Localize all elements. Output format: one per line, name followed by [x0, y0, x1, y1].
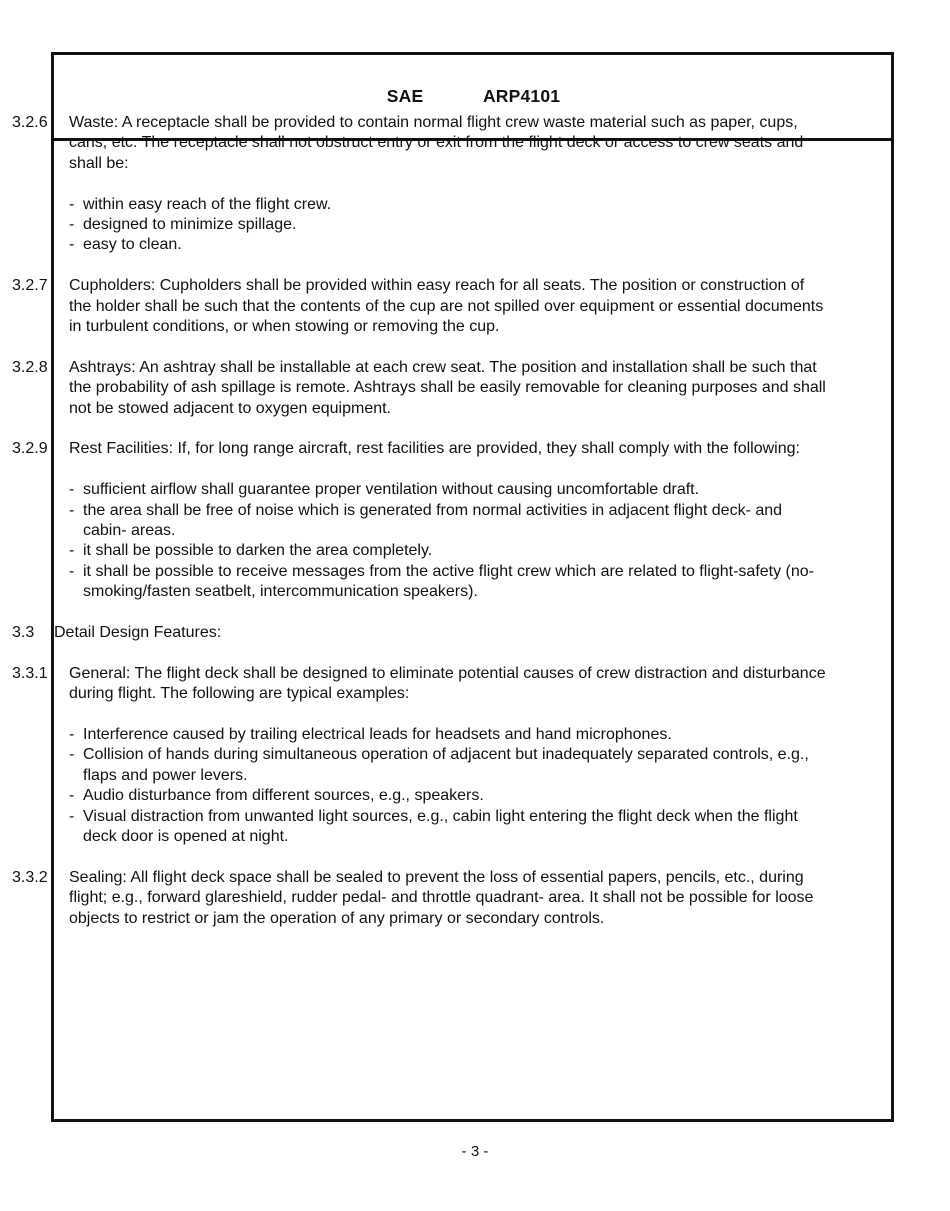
list-item: - designed to minimize spillage. — [69, 215, 827, 235]
list-item: - easy to clean. — [69, 235, 827, 255]
section-number: 3.3.1 — [12, 664, 48, 682]
list-item: - it shall be possible to darken the area completely. — [69, 541, 827, 561]
document-body — [12, 113, 827, 950]
document-title: SAE ARP4101 — [386, 86, 561, 106]
list-item-text: it shall be possible to darken the area completely. — [83, 542, 433, 560]
section-body — [69, 358, 827, 419]
section-3-2-7 — [12, 276, 827, 337]
section-3-3 — [12, 623, 827, 643]
section-number: 3.2.6 — [12, 114, 48, 131]
list-item: - within easy reach of the flight crew. — [69, 195, 827, 215]
list-item: - the area shall be free of noise which is generated from normal activities in adjacent flight deck- and cabin- areas. — [69, 501, 827, 542]
list-item: - Visual distraction from unwanted light sources, e.g., cabin light entering the flight deck when the flight deck door is opened at night. — [69, 807, 827, 848]
list-item-text: Audio disturbance from different sources, e.g., speakers. — [83, 787, 484, 805]
section-3-2-9 — [12, 439, 827, 602]
section-number: 3.3.2 — [12, 868, 48, 886]
list-item: - Collision of hands during simultaneous operation of adjacent but inadequately separated controls, e.g., flaps and power levers. — [69, 745, 827, 786]
list-item-text: Interference caused by trailing electrical leads for headsets and hand microphones. — [83, 726, 672, 744]
list-item-text: it shall be possible to receive messages from the active flight crew which are related to flight-safety (no-smoking/fasten seatbelt, intercommunication speakers). — [83, 562, 814, 601]
section-3-3-1 — [12, 664, 827, 848]
list-item-text: Collision of hands during simultaneous operation of adjacent but inadequately separated controls, e.g., flaps and power levers. — [83, 746, 809, 784]
page-number: - 3 - — [461, 1143, 489, 1160]
section-body — [69, 113, 827, 256]
section-number: 3.2.9 — [12, 440, 48, 458]
list-item: - Audio disturbance from different sources, e.g., speakers. — [69, 786, 827, 806]
section-text: General: The flight deck shall be designed to eliminate potential causes of crew distraction and disturbance during flight. The following are typical examples: — [69, 664, 826, 703]
section-text: Ashtrays: An ashtray shall be installable at each crew seat. The position and installation shall be such that the probability of ash spillage is remote. Ashtrays shall be easily removable for cleaning purposes and shall not be stowed adjacent to oxygen equipment. — [69, 358, 826, 417]
list-item: - sufficient airflow shall guarantee proper ventilation without causing uncomfortable draft. — [69, 480, 827, 500]
section-heading: Detail Design Features: — [54, 624, 222, 642]
bullet-list — [69, 195, 827, 256]
section-body — [69, 439, 827, 602]
section-number: 3.2.7 — [12, 277, 48, 295]
section-text: Cupholders: Cupholders shall be provided within easy reach for all seats. The position or construction of the holder shall be such that the contents of the cup are not spilled over equipment or essential documents in turbulent conditions, or when stowing or removing the cup. — [69, 277, 824, 336]
list-item: - Interference caused by trailing electrical leads for headsets and hand microphones. — [69, 725, 827, 745]
list-item-text: the area shall be free of noise which is generated from normal activities in adjacent flight deck- and cabin- areas. — [83, 501, 783, 540]
section-text: Rest Facilities: If, for long range aircraft, rest facilities are provided, they shall comply with the following: — [69, 440, 800, 458]
section-body — [54, 623, 827, 643]
section-text: Sealing: All flight deck space shall be sealed to prevent the loss of essential papers, pencils, etc., during flight; e.g., forward glareshield, rudder pedal- and throttle quadrant- area. It shall not be possible for loose objects to restrict or jam the operation of any primary or secondary controls. — [69, 868, 814, 927]
section-number: 3.2.8 — [12, 358, 48, 376]
list-item-text: Visual distraction from unwanted light sources, e.g., cabin light entering the flight deck when the flight deck door is opened at night. — [83, 807, 798, 846]
bullet-list — [69, 480, 827, 602]
list-item-text: designed to minimize spillage. — [83, 216, 297, 234]
section-body — [69, 664, 827, 848]
list-item-text: within easy reach of the flight crew. — [83, 195, 332, 213]
list-item-text: easy to clean. — [83, 236, 182, 254]
section-body — [69, 276, 827, 337]
section-text: Waste: A receptacle shall be provided to contain normal flight crew waste material such as paper, cups, cans, etc. The receptacle shall not obstruct entry or exit from the flight deck or access to crew seats and shall be: — [69, 114, 804, 172]
section-body — [69, 868, 827, 929]
list-item-text: sufficient airflow shall guarantee proper ventilation without causing uncomfortable draft. — [83, 481, 700, 499]
section-3-2-6 — [12, 113, 827, 256]
section-3-3-2 — [12, 868, 827, 929]
bullet-list — [69, 725, 827, 847]
section-number: 3.3 — [12, 624, 35, 642]
section-3-2-8 — [12, 358, 827, 419]
list-item: - it shall be possible to receive messages from the active flight crew which are related to flight-safety (no-smoking/fasten seatbelt, intercommunication speakers). — [69, 562, 827, 603]
